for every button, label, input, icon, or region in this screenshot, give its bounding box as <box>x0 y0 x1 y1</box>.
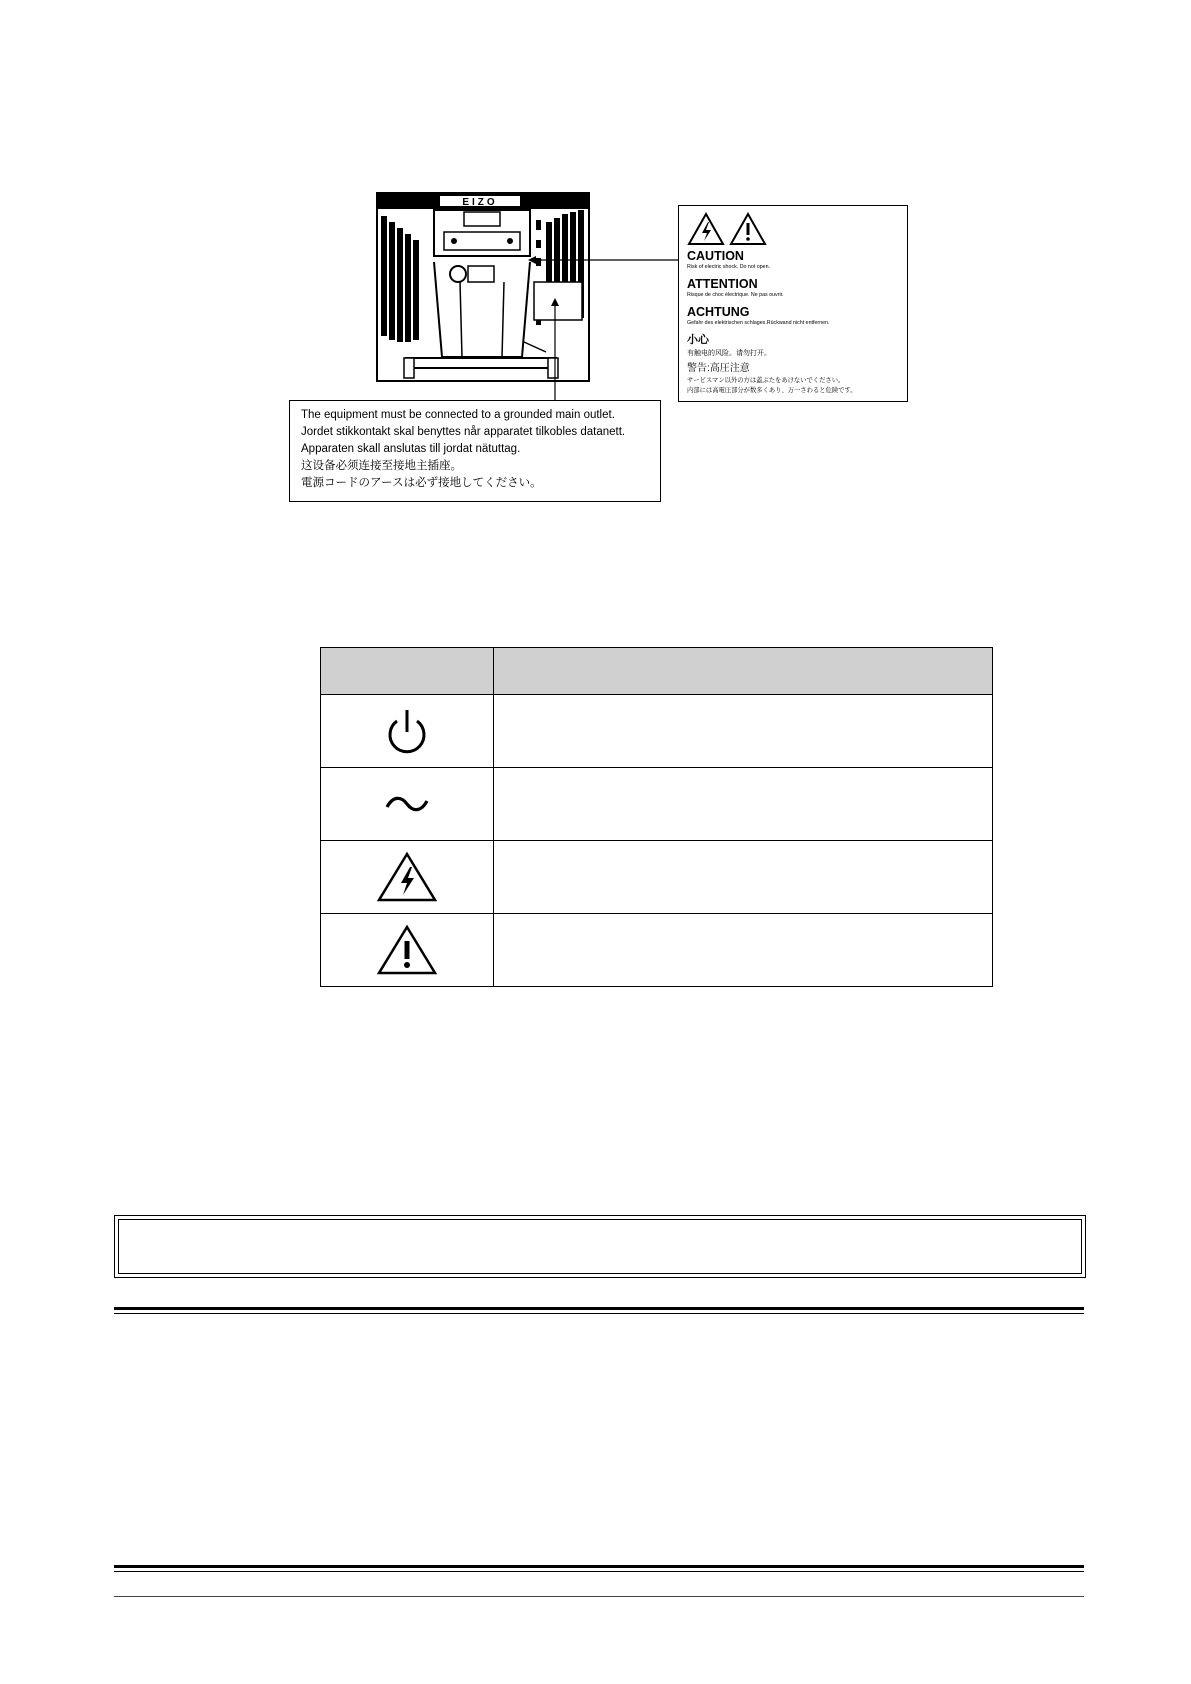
notice-box <box>114 1215 1086 1278</box>
header-symbol <box>321 648 494 695</box>
grounding-notice-label <box>289 400 661 502</box>
table-row <box>321 768 993 841</box>
table-row <box>321 695 993 768</box>
row-description <box>494 914 993 987</box>
ground-line-norwegian: Jordet stikkontakt skal benyttes når apparatet tilkobles datanett. <box>301 426 626 438</box>
ground-line-japanese: 電源コードのアースは必ず接地してください。 <box>301 477 542 489</box>
ground-line-chinese: 这设备必须连接至接地主插座。 <box>301 460 462 472</box>
japanese-line-1: サービスマン以外の方は蓋ぶたをあけないでください。 <box>687 377 845 384</box>
table-header-row <box>321 648 993 695</box>
chinese-title: 小心 <box>687 334 709 346</box>
header-description <box>494 648 993 695</box>
general-caution-icon <box>376 924 438 976</box>
notice-box-inner <box>118 1219 1082 1274</box>
caution-text: Risk of electric shock. Do not open. <box>687 264 771 270</box>
table-row <box>321 841 993 914</box>
section-rule-thick <box>114 1307 1084 1310</box>
electric-shock-warning-icon <box>376 851 438 903</box>
row-description <box>494 841 993 914</box>
alternating-current-icon <box>385 792 429 816</box>
section-rule-thin <box>114 1313 1084 1314</box>
achtung-title: ACHTUNG <box>687 305 750 319</box>
power-standby-icon <box>385 707 429 755</box>
footer-rule-thick <box>114 1565 1084 1568</box>
japanese-line-2: 内部には高電圧部分が数多くあり、万一さわると危険です。 <box>687 387 857 394</box>
footer-bottom-rule <box>114 1596 1084 1597</box>
ground-line-english: The equipment must be connected to a grounded main outlet. <box>301 409 615 421</box>
row-description <box>494 695 993 768</box>
electric-shock-warning-icon <box>687 212 725 246</box>
achtung-text: Gefahr des elektrischen schlages.Rückwand nicht entfernen. <box>687 320 830 326</box>
caution-title: CAUTION <box>687 249 744 263</box>
caution-label <box>678 205 908 402</box>
brand-logo: EIZO <box>462 197 498 208</box>
footer-rule-thin <box>114 1571 1084 1572</box>
symbol-table <box>320 647 993 979</box>
ground-line-swedish: Apparaten skall anslutas till jordat nätuttag. <box>301 443 521 455</box>
chinese-text: 有触电的风险。请勿打开。 <box>687 350 771 357</box>
row-description <box>494 768 993 841</box>
attention-text: Risque de choc électrique. Ne pas ouvrir. <box>687 292 784 298</box>
general-caution-icon <box>729 212 767 246</box>
attention-title: ATTENTION <box>687 277 758 291</box>
japanese-title: 警告:高圧注意 <box>687 363 750 374</box>
table-row <box>321 914 993 987</box>
